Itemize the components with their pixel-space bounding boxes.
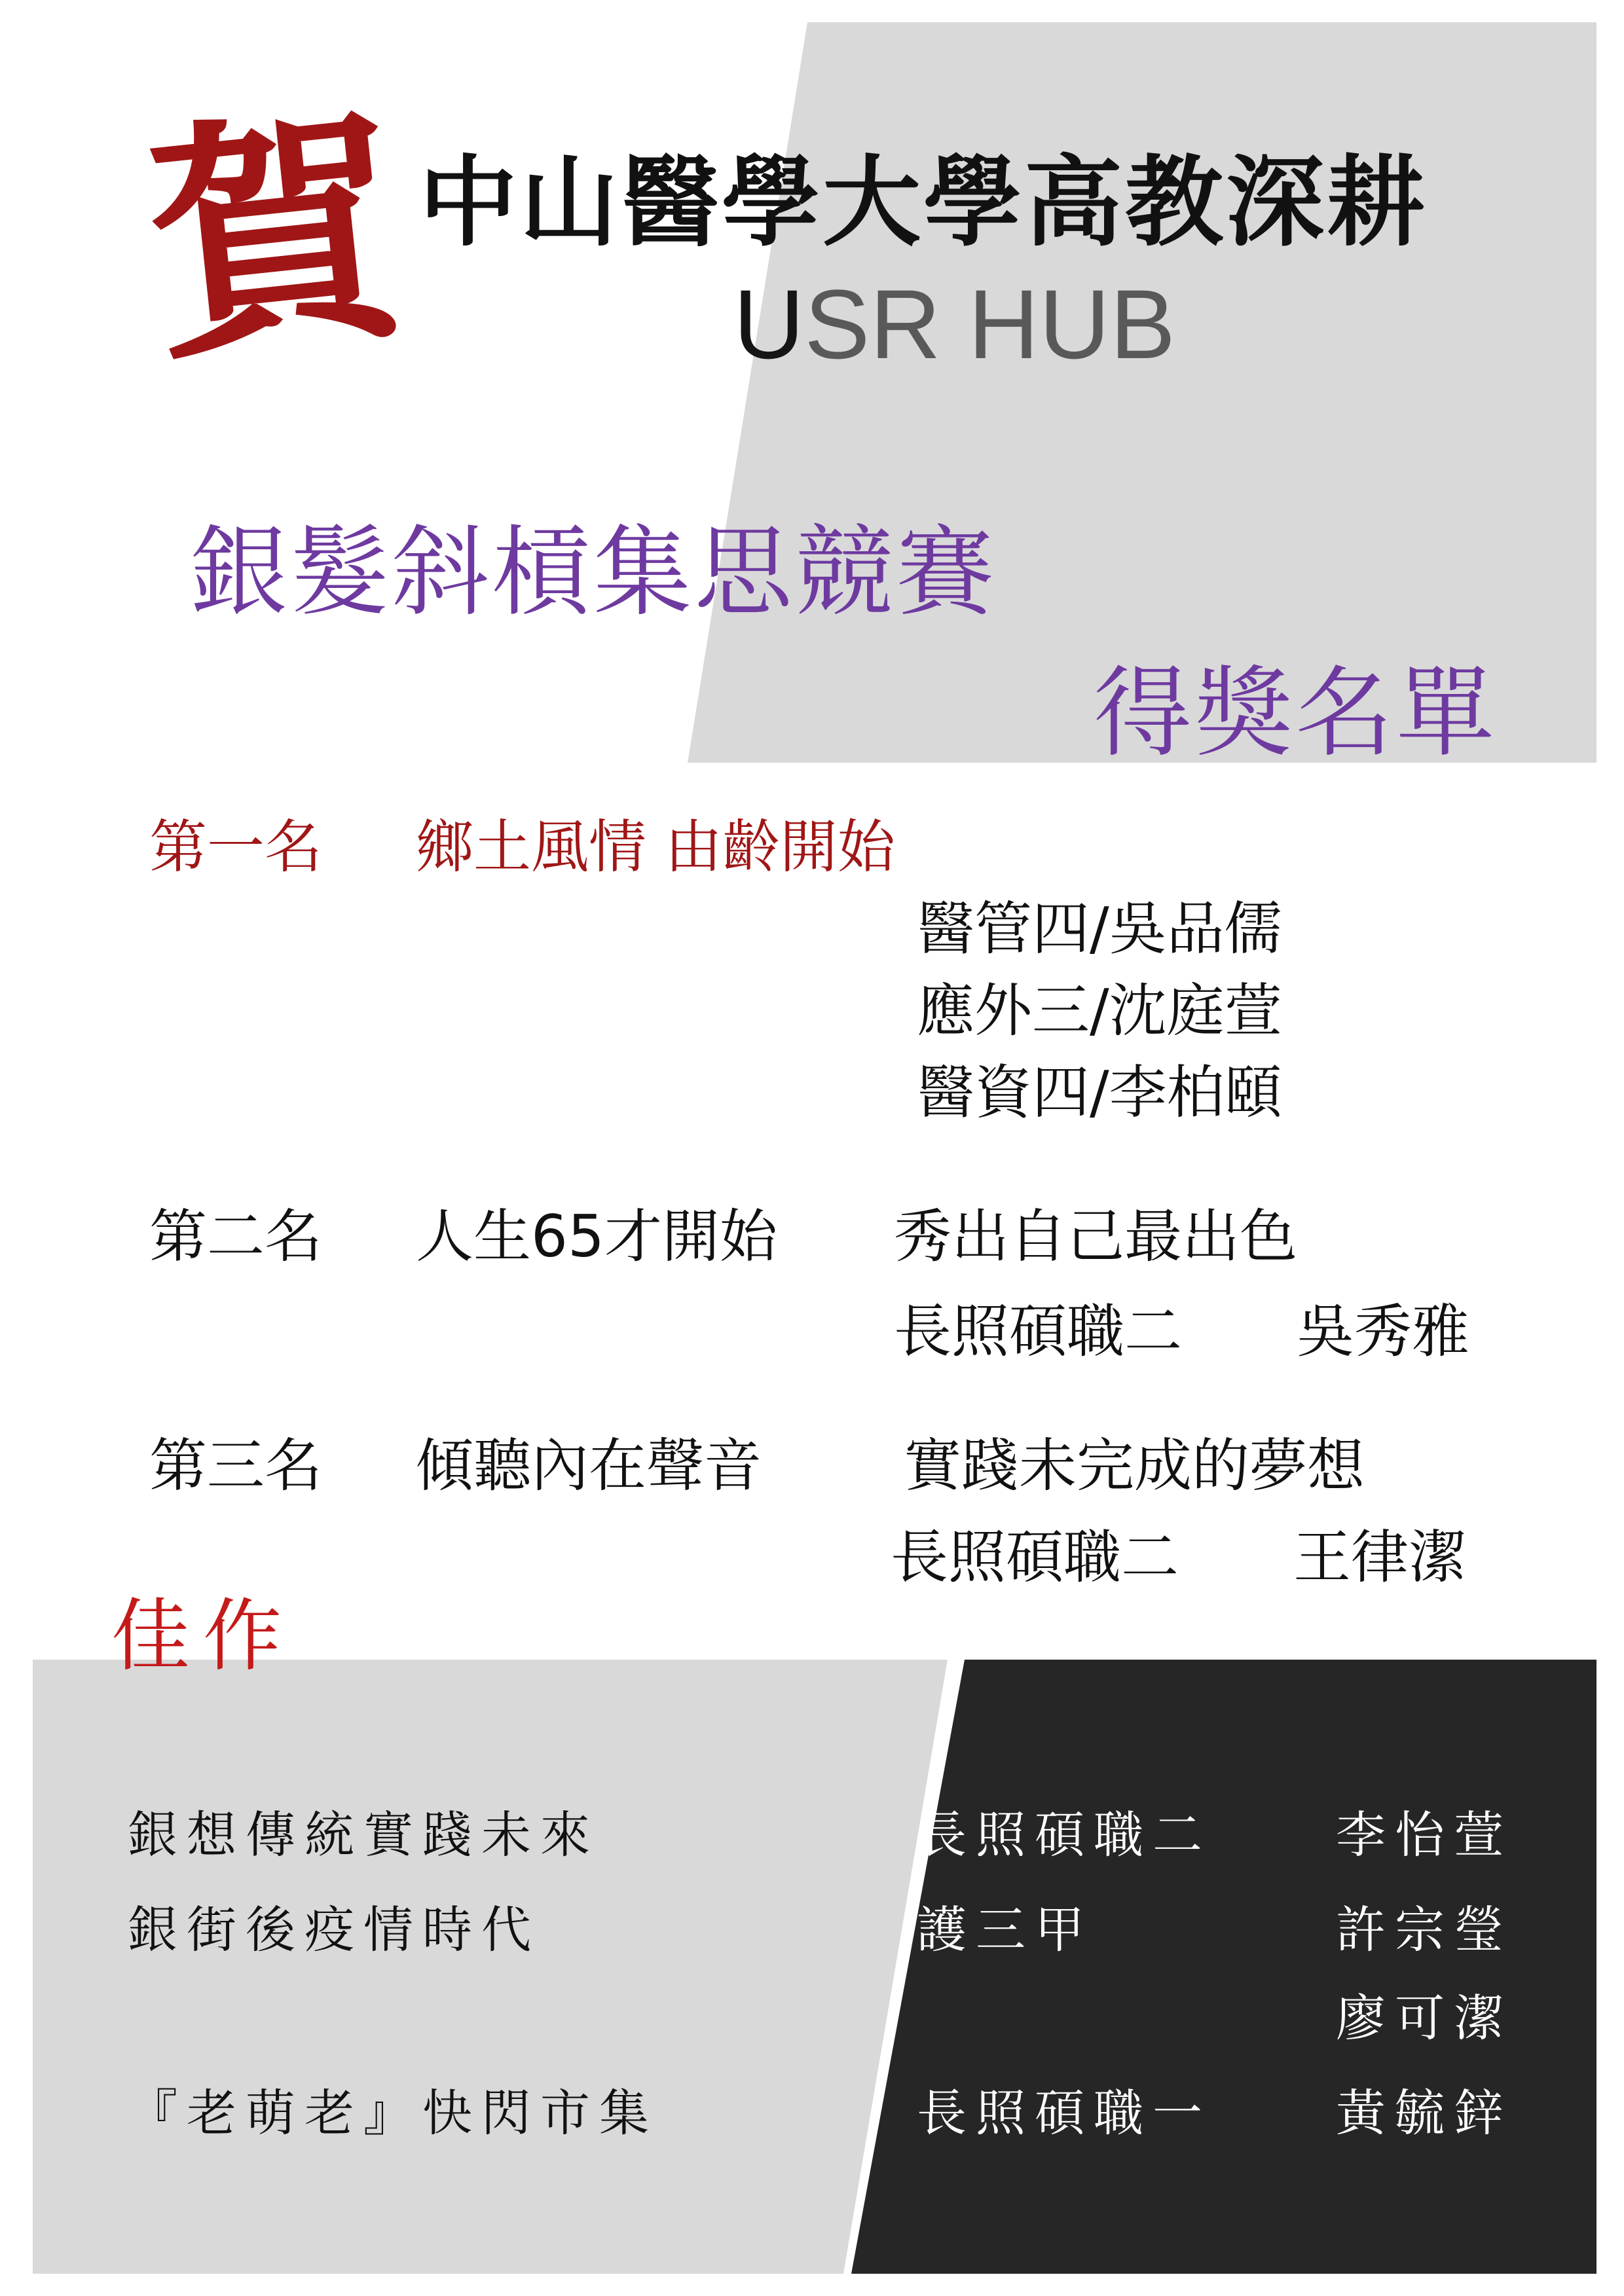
honorable-name: 李怡萱 bbox=[1336, 1806, 1513, 1864]
second-place-work-a: 人生65才開始 bbox=[416, 1203, 777, 1270]
award-list-title: 得獎名單 bbox=[1094, 657, 1498, 771]
usr-hub-u: U bbox=[733, 269, 805, 379]
second-place-work-b: 秀出自己最出色 bbox=[894, 1203, 1298, 1270]
usr-hub-title bbox=[733, 269, 1176, 379]
university-title: 中山醫學大學高教深耕 bbox=[419, 146, 1428, 260]
third-place-work-a: 傾聽內在聲音 bbox=[416, 1432, 762, 1499]
first-place-work: 鄉土風情 由齡開始 bbox=[416, 813, 895, 881]
second-place-rank: 第二名 bbox=[149, 1203, 323, 1270]
honorable-dept: 護三甲 bbox=[917, 1901, 1094, 1959]
honorable-name: 許宗瑩 bbox=[1336, 1901, 1513, 1959]
third-place-rank: 第三名 bbox=[149, 1432, 323, 1499]
bottom-dark-panel bbox=[851, 1660, 1596, 2274]
competition-title: 銀髮斜槓集思競賽 bbox=[190, 516, 997, 630]
second-place-name: 吳秀雅 bbox=[1297, 1298, 1470, 1365]
second-place-dept: 長照碩職二 bbox=[894, 1298, 1183, 1365]
first-place-member: 醫管四/吳品儒 bbox=[917, 895, 1282, 962]
honorable-dept: 長照碩職一 bbox=[917, 2084, 1211, 2142]
honorable-name: 黃毓鋅 bbox=[1336, 2084, 1513, 2142]
honorable-work: 『老萌老』快閃市集 bbox=[128, 2084, 658, 2142]
honorable-work: 銀街後疫情時代 bbox=[128, 1901, 540, 1959]
first-place-rank: 第一名 bbox=[149, 813, 323, 881]
usr-hub-rest: SR HUB bbox=[804, 269, 1176, 379]
honorable-dept: 長照碩職二 bbox=[917, 1806, 1211, 1864]
bottom-grey-panel bbox=[33, 1660, 948, 2274]
honorable-mention-title: 佳作 bbox=[111, 1591, 295, 1682]
first-place-member: 應外三/沈庭萱 bbox=[917, 977, 1282, 1044]
third-place-work-b: 實踐未完成的夢想 bbox=[904, 1432, 1365, 1499]
honorable-work: 銀想傳統實踐未來 bbox=[128, 1806, 599, 1864]
honorable-name: 廖可潔 bbox=[1336, 1989, 1513, 2047]
top-grey-panel bbox=[688, 22, 1596, 771]
congrats-character: 賀 bbox=[136, 81, 408, 396]
third-place-name: 王律潔 bbox=[1293, 1523, 1467, 1591]
third-place-dept: 長照碩職二 bbox=[891, 1523, 1179, 1591]
first-place-member: 醫資四/李柏頤 bbox=[917, 1059, 1282, 1126]
